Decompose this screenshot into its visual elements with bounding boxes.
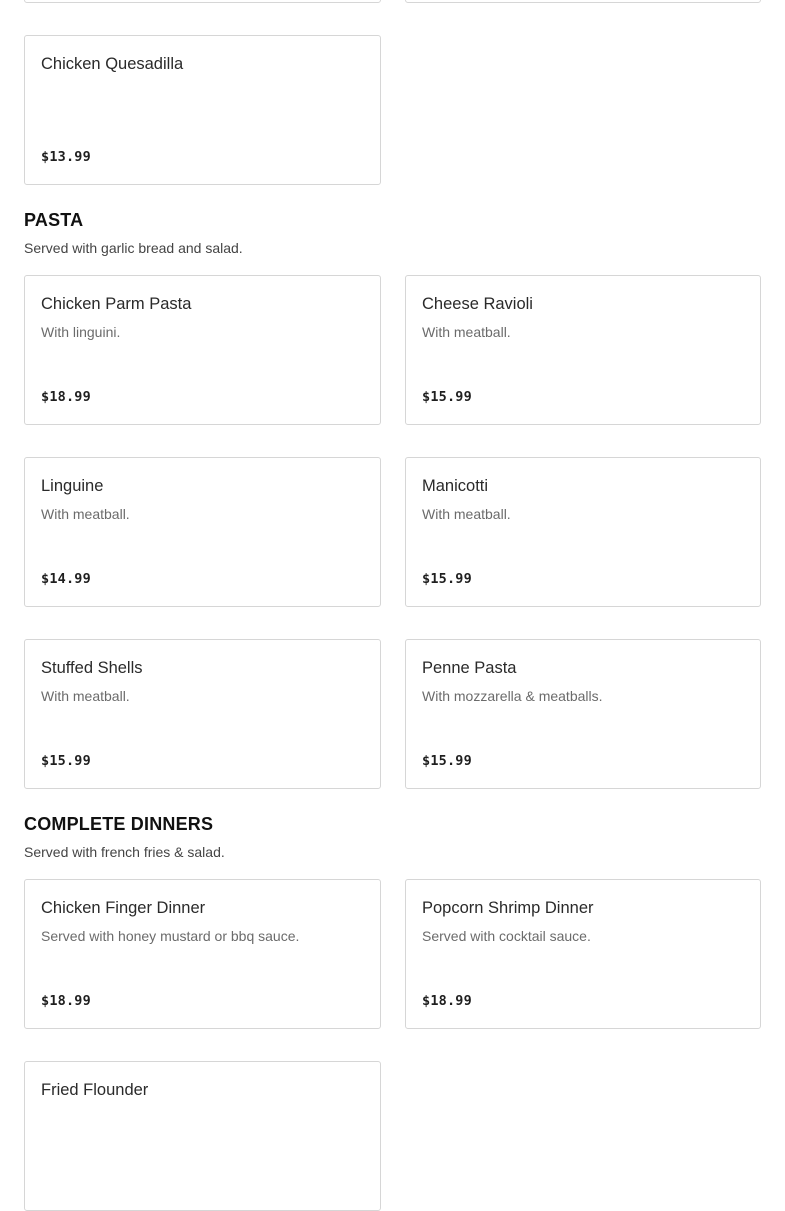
- menu-item-name: Chicken Finger Dinner: [41, 899, 206, 917]
- section-subtitle-complete-dinners: Served with french fries & salad.: [24, 844, 225, 860]
- menu-item-name: Chicken Parm Pasta: [41, 295, 192, 313]
- menu-item-card[interactable]: [405, 457, 761, 607]
- menu-item-card[interactable]: [24, 879, 381, 1029]
- menu-item-card[interactable]: [405, 275, 761, 425]
- menu-item-description: Served with honey mustard or bbq sauce.: [41, 928, 300, 944]
- menu-item-description: With linguini.: [41, 324, 121, 340]
- menu-item-card[interactable]: [24, 457, 381, 607]
- menu-item-description: With meatball.: [41, 506, 130, 522]
- section-subtitle-pasta: Served with garlic bread and salad.: [24, 240, 243, 256]
- menu-item-name: Linguine: [41, 477, 104, 495]
- menu-item-description: With meatball.: [422, 506, 511, 522]
- menu-item-price: $18.99: [422, 993, 472, 1009]
- menu-item-price: $13.99: [41, 149, 91, 165]
- menu-item-card-partial[interactable]: [24, 0, 381, 3]
- menu-item-name: Fried Flounder: [41, 1081, 149, 1099]
- section-title-pasta: PASTA: [24, 210, 84, 230]
- menu-item-card[interactable]: [24, 639, 381, 789]
- menu-item-card[interactable]: [24, 35, 381, 185]
- menu-item-price: $14.99: [41, 571, 91, 587]
- menu-item-price: $18.99: [41, 389, 91, 405]
- menu-item-name: Popcorn Shrimp Dinner: [422, 899, 594, 917]
- menu-item-price: $18.99: [41, 993, 91, 1009]
- menu-item-description: With mozzarella & meatballs.: [422, 688, 603, 704]
- menu-item-description: Served with cocktail sauce.: [422, 928, 591, 944]
- menu-item-name: Penne Pasta: [422, 659, 517, 677]
- menu-item-name: Stuffed Shells: [41, 659, 143, 677]
- menu-item-price: $15.99: [422, 389, 472, 405]
- menu-item-card-partial[interactable]: [405, 0, 761, 3]
- menu-item-name: Cheese Ravioli: [422, 295, 533, 313]
- menu-item-card[interactable]: [24, 275, 381, 425]
- section-title-complete-dinners: COMPLETE DINNERS: [24, 814, 214, 834]
- menu-item-name: Manicotti: [422, 477, 489, 495]
- menu-item-price: $15.99: [422, 571, 472, 587]
- menu-item-price: $15.99: [41, 753, 91, 769]
- menu-item-description: With meatball.: [422, 324, 511, 340]
- menu-item-name: Chicken Quesadilla: [41, 55, 184, 73]
- menu-item-price: $15.99: [422, 753, 472, 769]
- menu-item-card[interactable]: [405, 879, 761, 1029]
- menu-item-card[interactable]: [405, 639, 761, 789]
- menu-item-description: With meatball.: [41, 688, 130, 704]
- menu-item-card[interactable]: [24, 1061, 381, 1211]
